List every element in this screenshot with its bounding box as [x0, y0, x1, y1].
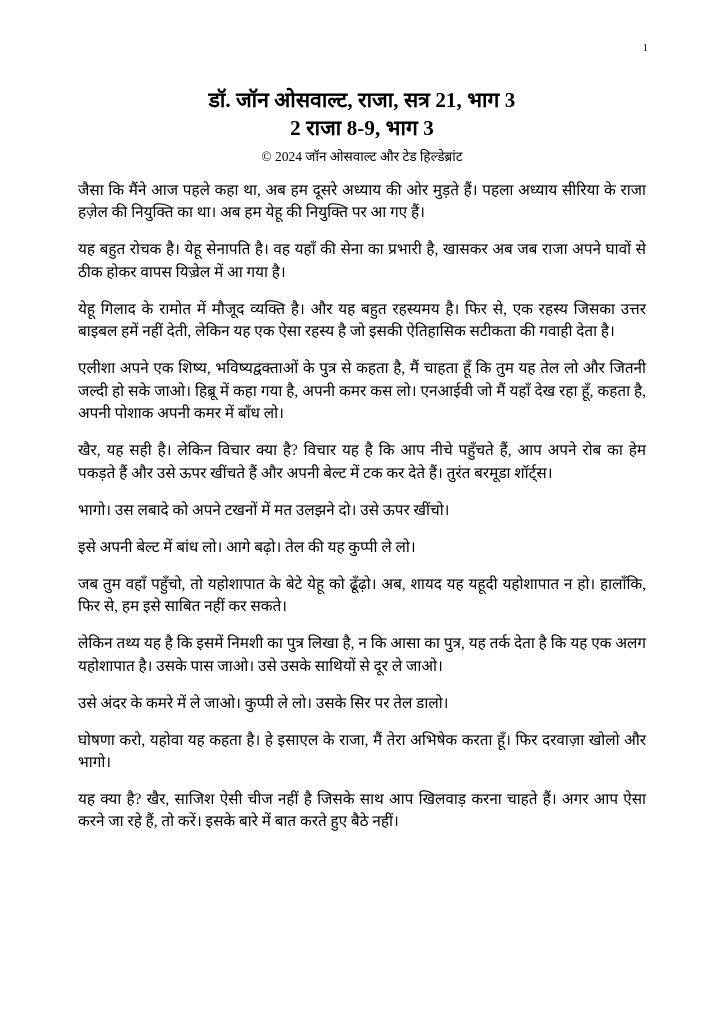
body-paragraph: जब तुम वहाँ पहुँचो, तो यहोशापात के बेटे येहू को ढूँढ़ो। अब, शायद यह यहूदी यहोशापात न हो। हालाँकि, फिर से, हम इसे साबित नहीं कर सकते।	[78, 575, 646, 616]
body-paragraph: खैर, यह सही है। लेकिन विचार क्या है? विचार यह है कि आप नीचे पहुँचते हैं, आप अपने रोब का हेम पकड़ते हैं और उसे ऊपर खींचते हैं और अपनी बेल्ट में टक कर देते हैं। तुरंत बरमूडा शॉर्ट्स।	[78, 442, 646, 482]
body-paragraph: घोषणा करो, यहोवा यह कहता है। हे इसाएल के राजा, मैं तेरा अभिषेक करता हूँ। फिर दरवाज़ा खोलो और भागो।	[78, 731, 646, 771]
body-paragraph: यह बहुत रोचक है। येहू सेनापति है। वह यहाँ की सेना का प्रभारी है, खासकर अब जब राजा अपने घावों से ठीक होकर वापस यिज़्रेल में आ गया है।	[78, 241, 646, 281]
body-paragraph: उसे अंदर के कमरे में ले जाओ। कुप्पी ले लो। उसके सिर पर तेल डालो।	[78, 694, 449, 712]
body-paragraph: जैसा कि मैंने आज पहले कहा था, अब हम दूसरे अध्याय की ओर मुड़ते हैं। पहला अध्याय सीरिया के राजा हज़ेल की नियुक्ति का था। अब हम येहू की नियुक्ति पर आ गए हैं।	[78, 181, 646, 222]
page-number: 1	[642, 43, 648, 54]
body-paragraph: भागो। उस लबादे को अपने टखनों में मत उलझने दो। उसे ऊपर खींचो।	[78, 501, 450, 519]
body-paragraph: लेकिन तथ्य यह है कि इसमें निमशी का पुत्र लिखा है, न कि आसा का पुत्र, यह तर्क देता है कि यह एक अलग यहोशापात है। उसके पास जाओ। उसे उसके साथियों से दूर ले जाओ।	[78, 635, 646, 675]
document-body	[78, 180, 646, 834]
body-paragraph: यह क्या है? खैर, साजिश ऐसी चीज नहीं है जिसके साथ आप खिलवाड़ करना चाहते हैं। अगर आप ऐसा करने जा रहे हैं, तो करें। इसके बारे में बात करते हुए बैठे नहीं।	[78, 790, 646, 831]
page-subtitle: 2 राजा 8-9, भाग 3	[290, 116, 434, 141]
copyright-notice: © 2024 जॉन ओसवाल्ट और टेड हिल्डेब्रांट	[261, 149, 463, 165]
body-paragraph: एलीशा अपने एक शिष्य, भविष्यद्वक्ताओं के पुत्र से कहता है, मैं चाहता हूँ कि तुम यह तेल लो और जितनी जल्दी हो सके जाओ। हिब्रू में कहा गया है, अपनी कमर कस लो। एनआईवी जो मैं यहाँ देख रहा हूँ, कहता है, अपनी पोशाक अपनी कमर में बाँध लो।	[78, 360, 646, 423]
page-title: डॉ. जॉन ओसवाल्ट, राजा, सत्र 21, भाग 3	[208, 88, 516, 112]
body-paragraph: इसे अपनी बेल्ट में बांध लो। आगे बढ़ो। तेल की यह कुप्पी ले लो।	[78, 538, 416, 556]
body-paragraph: येहू गिलाद के रामोत में मौजूद व्यक्ति है। और यह बहुत रहस्यमय है। फिर से, एक रहस्य जिसका उत्तर बाइबल हमें नहीं देती, लेकिन यह एक ऐसा रहस्य है जो इसकी ऐतिहासिक सटीकता की गवाही देता है।	[78, 300, 646, 341]
